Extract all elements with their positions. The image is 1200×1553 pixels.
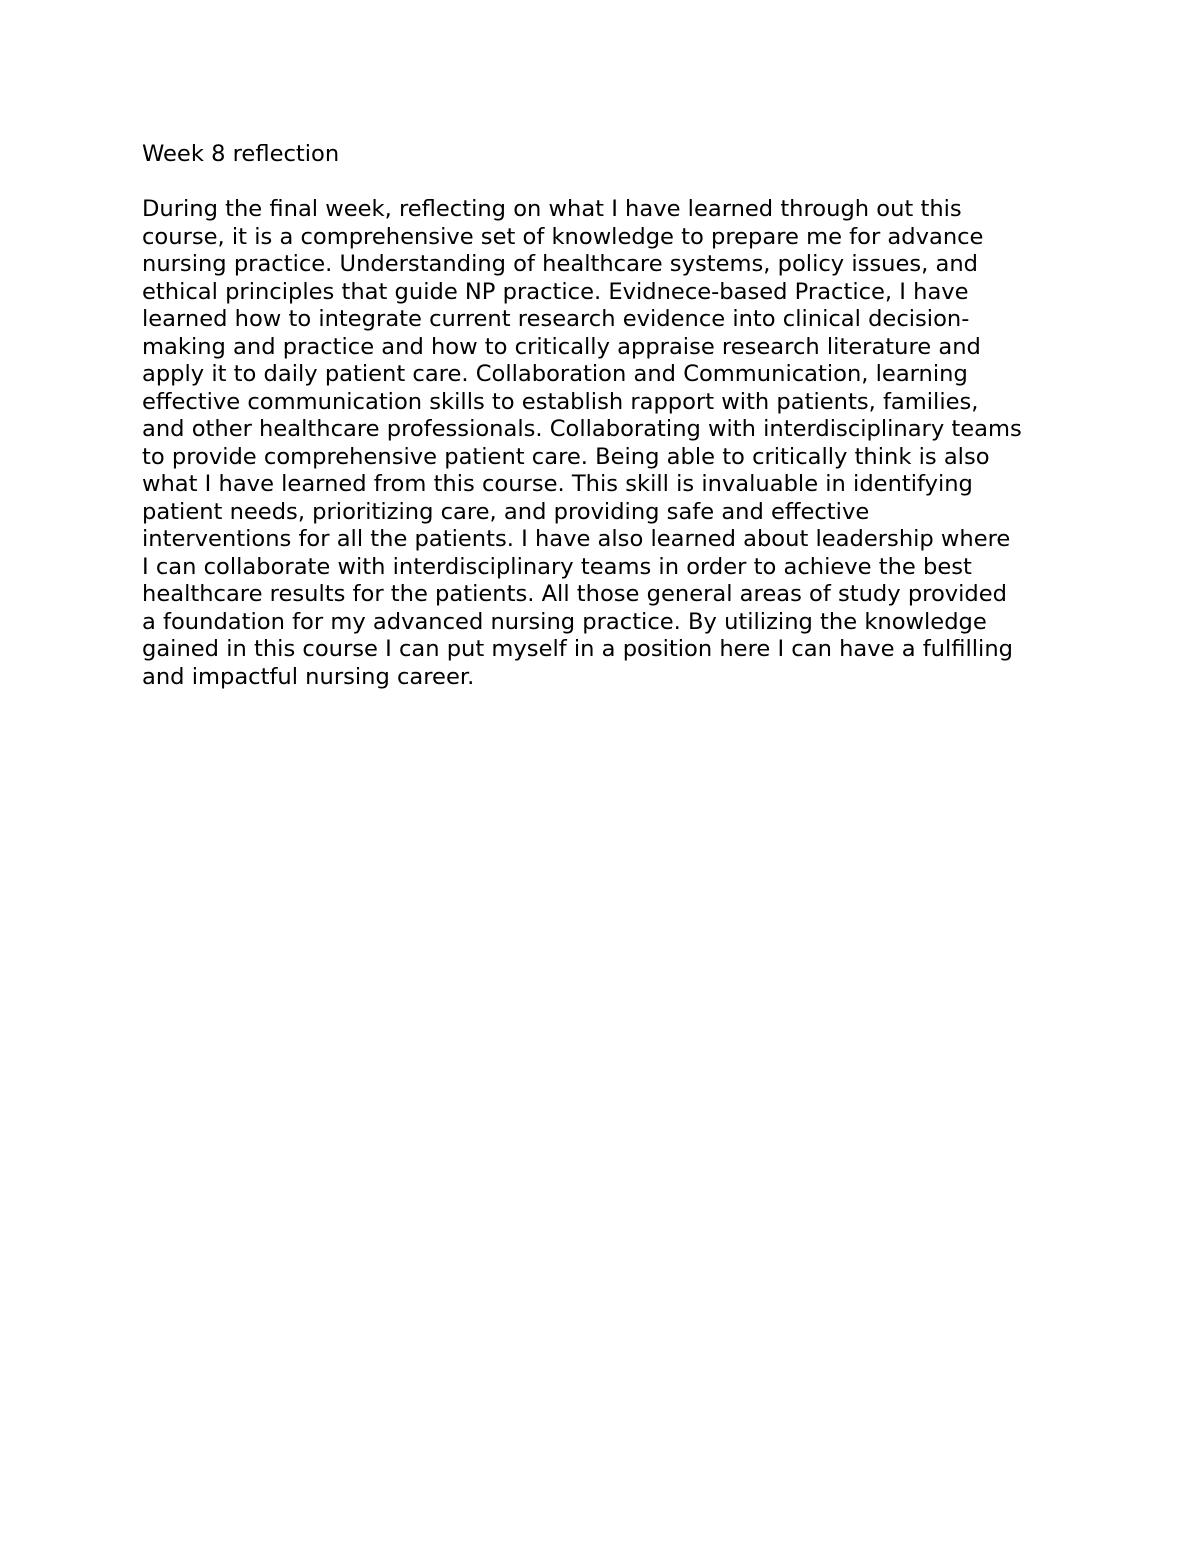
body-line: healthcare results for the patients. All those general areas of study provided [142, 581, 1008, 607]
body-line: course, it is a comprehensive set of knowledge to prepare me for advance [142, 223, 984, 250]
body-line: During the final week, reflecting on what I have learned through out this [142, 196, 962, 222]
body-line: and impactful nursing career. [142, 663, 475, 690]
body-line: nursing practice. Understanding of healthcare systems, policy issues, and [142, 251, 979, 277]
body-line: and other healthcare professionals. Collaborating with interdisciplinary teams [142, 416, 1022, 442]
document-content [142, 141, 1072, 691]
paragraph-spacer [142, 169, 1072, 197]
body-line: a foundation for my advanced nursing practice. By utilizing the knowledge [142, 608, 987, 635]
body-line: interventions for all the patients. I have also learned about leadership where [142, 526, 1011, 552]
body-line: making and practice and how to critically appraise research literature and [142, 333, 981, 360]
document-title: Week 8 reflection [142, 141, 340, 167]
document-body [142, 196, 1072, 691]
body-line: effective communication skills to establish rapport with patients, families, [142, 388, 979, 415]
body-line: ethical principles that guide NP practice. Evidnece-based Practice, I have [142, 278, 969, 305]
body-line: gained in this course I can put myself in a position here I can have a fulfilling [142, 636, 1013, 662]
body-line: patient needs, prioritizing care, and providing safe and effective [142, 498, 870, 525]
body-line: apply it to daily patient care. Collaboration and Communication, learning [142, 361, 968, 387]
body-line: to provide comprehensive patient care. Being able to critically think is also [142, 443, 990, 470]
body-line: what I have learned from this course. This skill is invaluable in identifying [142, 471, 973, 497]
body-line: I can collaborate with interdisciplinary teams in order to achieve the best [142, 553, 972, 580]
body-line: learned how to integrate current research evidence into clinical decision- [142, 306, 970, 332]
